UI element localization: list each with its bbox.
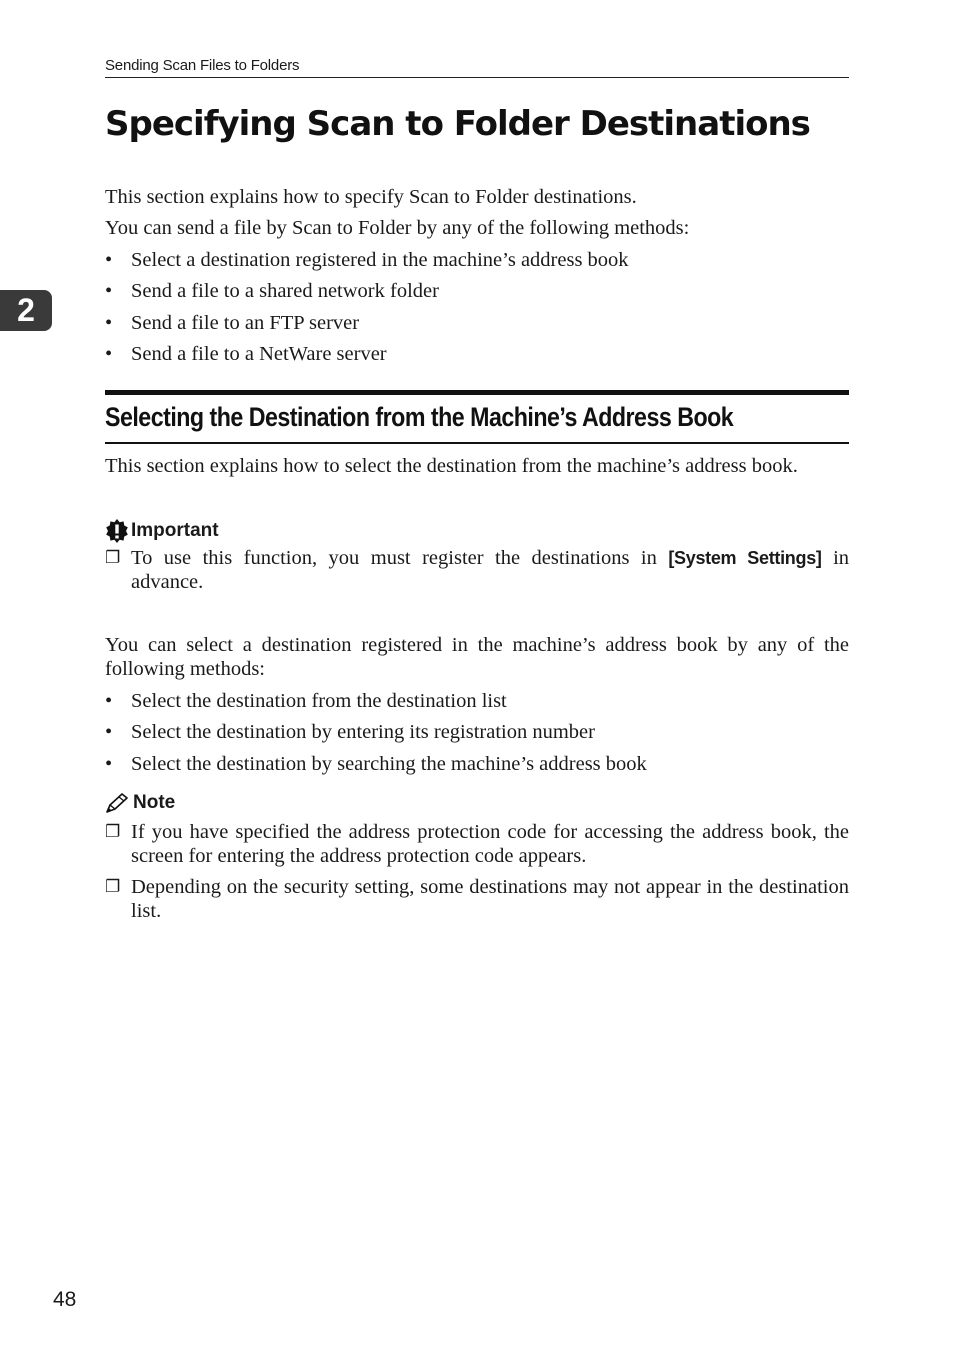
important-heading [105, 519, 219, 543]
list-item-text: Select the destination by entering its registration number [131, 721, 595, 743]
page-number: 48 [53, 1288, 77, 1311]
note-item [105, 820, 849, 868]
bullet-icon: • [105, 312, 113, 334]
chapter-tab: 2 [0, 290, 52, 331]
checkbox-icon: ❐ [105, 877, 121, 897]
intro-paragraph: You can send a file by Scan to Folder by any of the following methods: [105, 217, 690, 239]
bullet-icon: • [105, 280, 113, 302]
list-item-text: Send a file to a shared network folder [131, 280, 439, 302]
important-item-text: To use this function, you must register the destinations in [System Settings] in advance. [131, 547, 850, 593]
system-settings-key: [System Settings] [668, 548, 822, 568]
note-item-text: Depending on the security setting, some destinations may not appear in the destination list. [131, 876, 849, 922]
list-item-text: Send a file to an FTP server [131, 312, 360, 334]
bullet-icon: • [105, 343, 113, 365]
important-label: Important [131, 520, 219, 541]
list-item-text: Select the destination from the destination list [131, 690, 507, 712]
bullet-icon: • [105, 753, 113, 775]
checkbox-icon: ❐ [105, 548, 121, 568]
note-item-text: If you have specified the address protection code for accessing the address book, the screen for entering the address protection code appears. [131, 821, 849, 867]
checkbox-icon: ❐ [105, 822, 121, 842]
running-header: Sending Scan Files to Folders [105, 57, 849, 78]
list-item-text: Select the destination by searching the machine’s address book [131, 753, 647, 775]
methods-intro-paragraph: You can select a destination registered in the machine’s address book by any of the following methods: [105, 634, 849, 680]
section-divider [105, 390, 849, 395]
note-heading [105, 792, 175, 814]
section-heading: Selecting the Destination from the Machine’s Address Book [105, 402, 734, 432]
note-label: Note [133, 792, 176, 813]
section-intro-paragraph: This section explains how to select the destination from the machine’s address book. [105, 455, 798, 477]
list-item-text: Send a file to a NetWare server [131, 343, 387, 365]
bullet-icon: • [105, 721, 113, 743]
bullet-icon: • [105, 690, 113, 712]
note-item [105, 875, 849, 923]
bullet-icon: • [105, 249, 113, 271]
important-item [105, 546, 849, 594]
pencil-icon [105, 792, 131, 814]
list-item-text: Select a destination registered in the machine’s address book [131, 249, 629, 271]
section-divider [105, 442, 849, 444]
page-title: Specifying Scan to Folder Destinations [105, 104, 810, 144]
important-icon [105, 519, 129, 543]
intro-paragraph: This section explains how to specify Scan to Folder destinations. [105, 186, 637, 208]
